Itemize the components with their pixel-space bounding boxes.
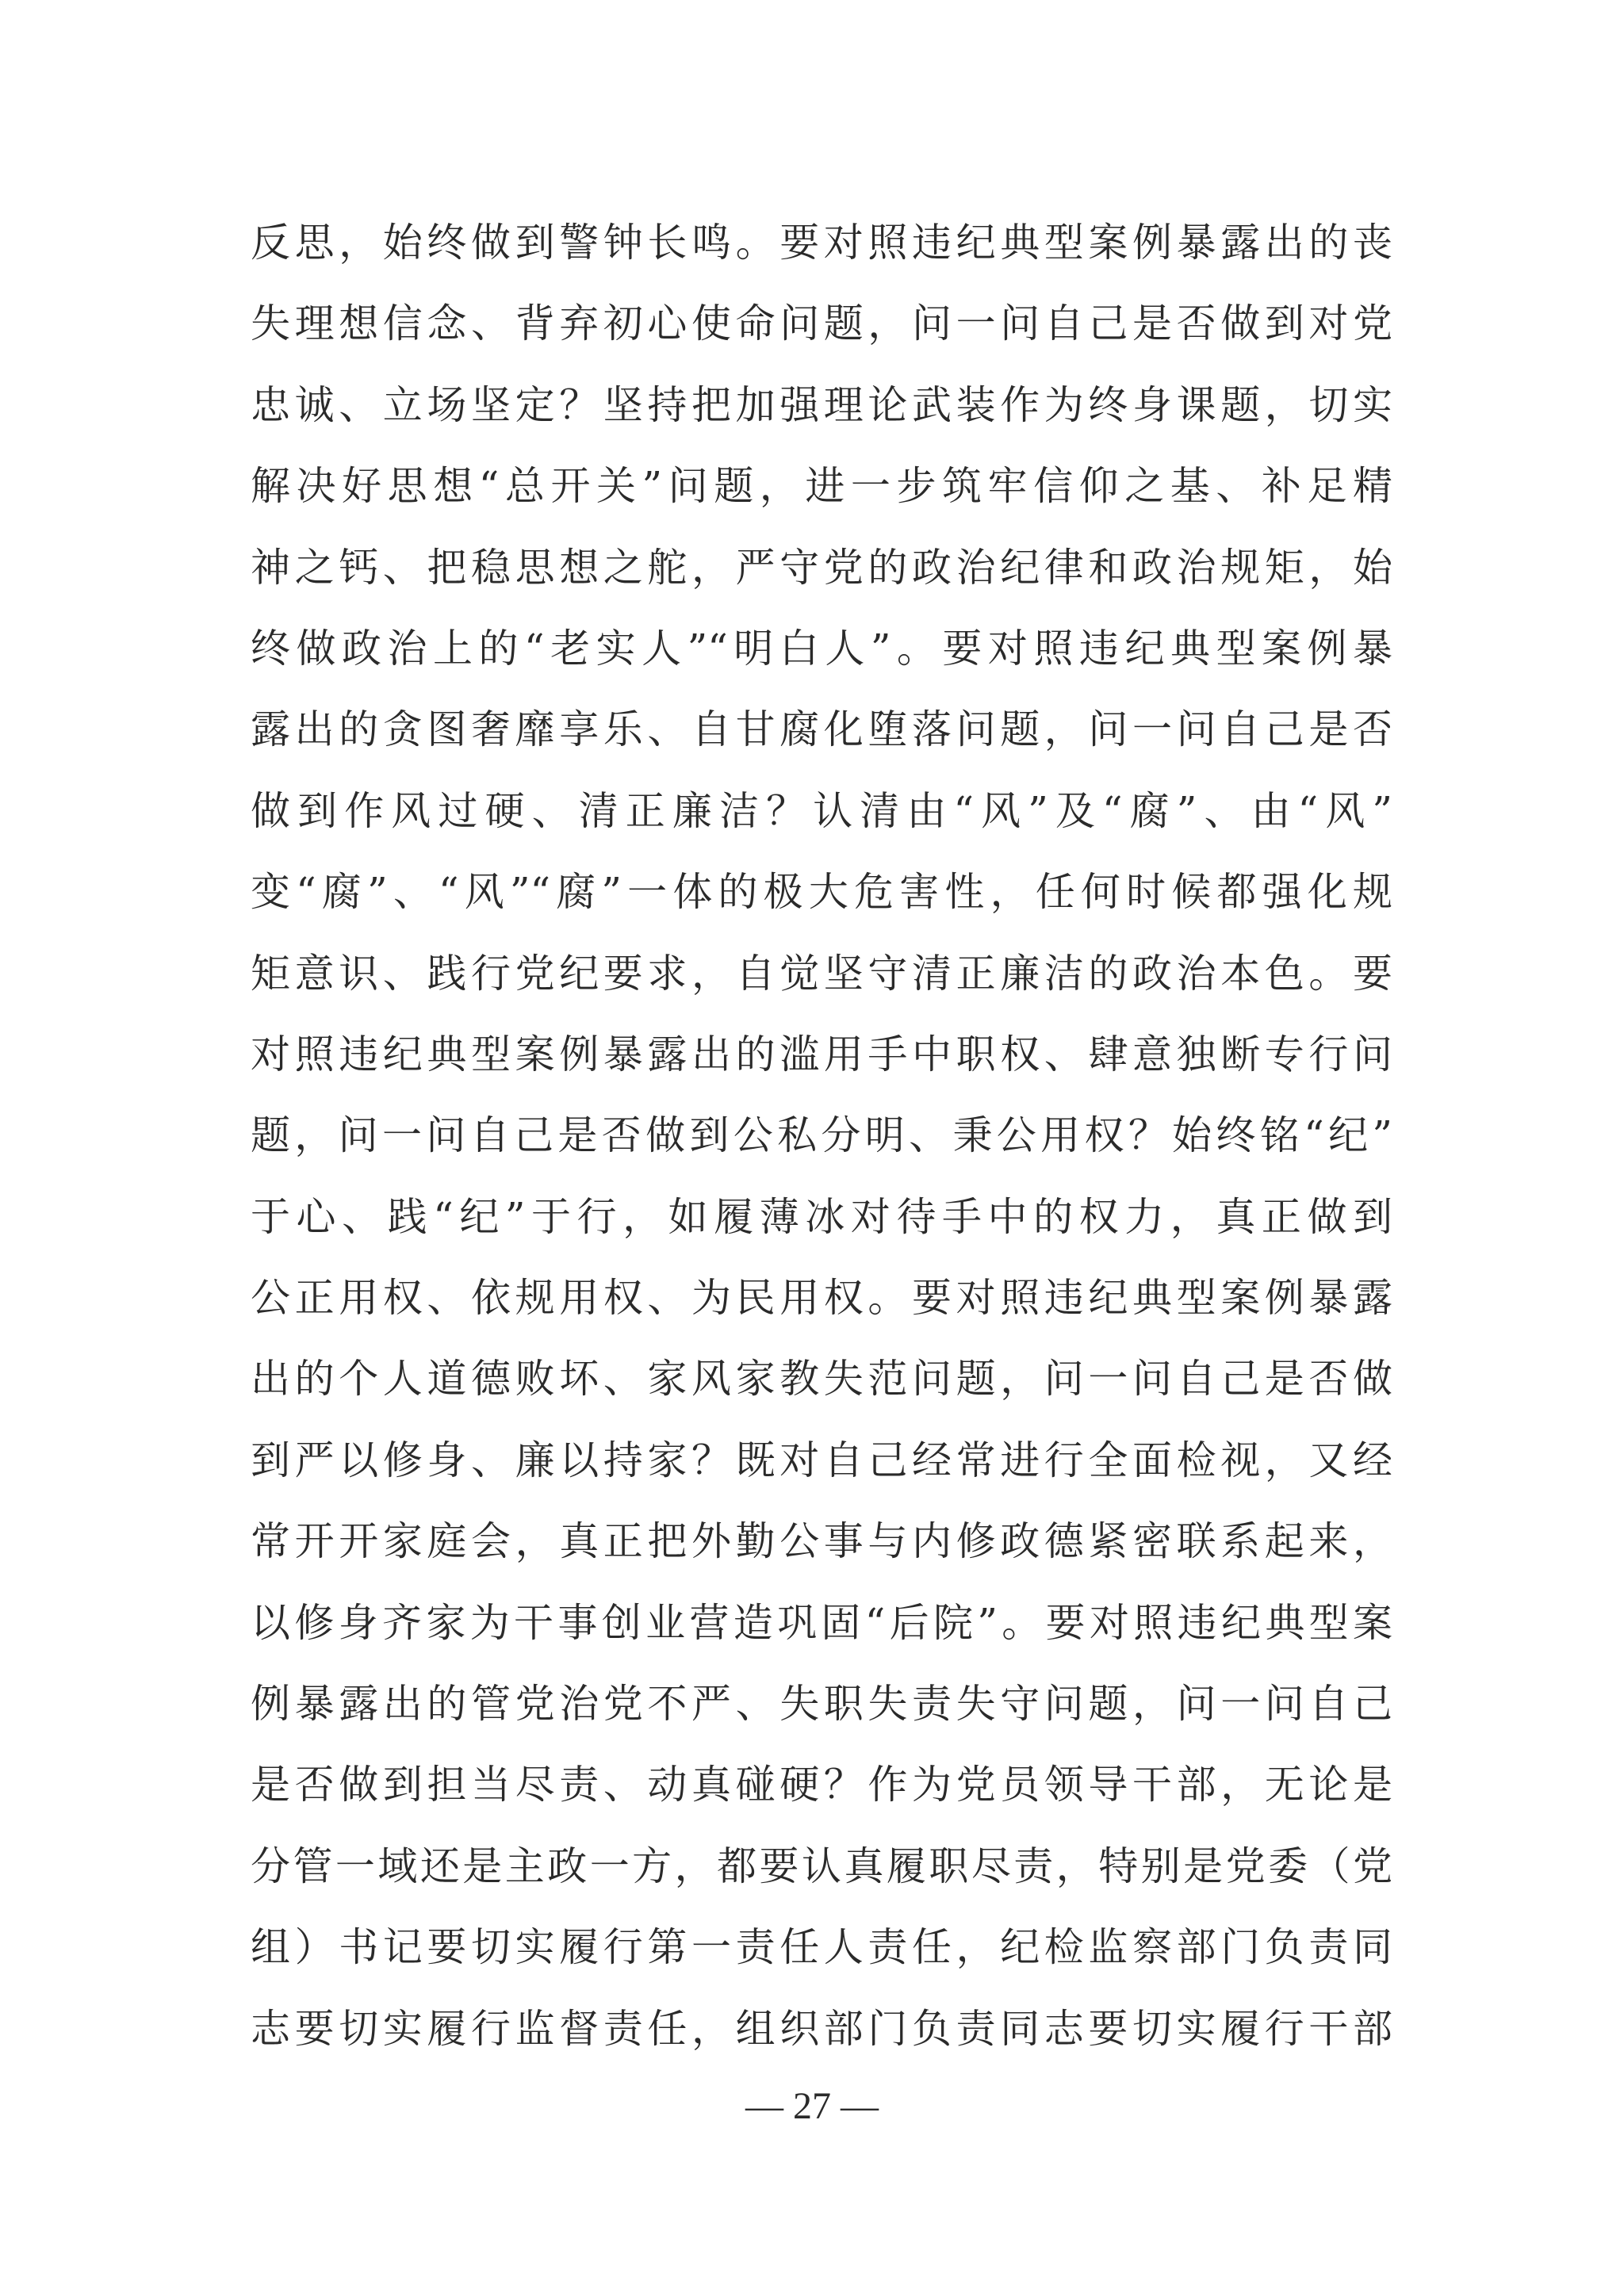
text-line-2: 失理想信念、背弃初心使命问题，问一问自己是否做到对党 bbox=[251, 300, 1392, 347]
text-line-4: 解决好思想“总开关”问题，进一步筑牢信仰之基、补足精 bbox=[251, 463, 1392, 510]
text-line-5: 神之钙、把稳思想之舵，严守党的政治纪律和政治规矩，始 bbox=[251, 544, 1392, 591]
text-line-8: 做到作风过硬、清正廉洁？认清由“风”及“腐”、由“风” bbox=[251, 787, 1392, 834]
text-line-1: 反思，始终做到警钟长鸣。要对照违纪典型案例暴露出的丧 bbox=[251, 220, 1392, 266]
text-line-9: 变“腐”、“风”“腐”一体的极大危害性，任何时候都强化规 bbox=[251, 869, 1392, 916]
text-line-3: 忠诚、立场坚定？坚持把加强理论武装作为终身课题，切实 bbox=[251, 381, 1392, 428]
text-line-20: 是否做到担当尽责、动真碰硬？作为党员领导干部，无论是 bbox=[251, 1762, 1392, 1808]
text-line-14: 公正用权、依规用权、为民用权。要对照违纪典型案例暴露 bbox=[251, 1275, 1392, 1322]
text-line-22: 组）书记要切实履行第一责任人责任，纪检监察部门负责同 bbox=[251, 1924, 1392, 1971]
text-line-16: 到严以修身、廉以持家？既对自己经常进行全面检视，又经 bbox=[251, 1437, 1392, 1483]
text-line-17: 常开开家庭会，真正把外勤公事与内修政德紧密联系起来， bbox=[251, 1518, 1392, 1565]
text-line-7: 露出的贪图奢靡享乐、自甘腐化堕落问题，问一问自己是否 bbox=[251, 706, 1392, 753]
page-number: — 27 — bbox=[745, 2085, 879, 2127]
text-line-15: 出的个人道德败坏、家风家教失范问题，问一问自己是否做 bbox=[251, 1356, 1392, 1402]
body-text bbox=[251, 202, 1392, 2069]
text-line-23: 志要切实履行监督责任，组织部门负责同志要切实履行干部 bbox=[251, 2005, 1392, 2052]
text-line-6: 终做政治上的“老实人”“明白人”。要对照违纪典型案例暴 bbox=[251, 625, 1392, 672]
text-line-18: 以修身齐家为干事创业营造巩固“后院”。要对照违纪典型案 bbox=[251, 1599, 1392, 1646]
text-line-10: 矩意识、践行党纪要求，自觉坚守清正廉洁的政治本色。要 bbox=[251, 950, 1392, 997]
text-line-13: 于心、践“纪”于行，如履薄冰对待手中的权力，真正做到 bbox=[251, 1193, 1392, 1240]
text-line-21: 分管一域还是主政一方，都要认真履职尽责，特别是党委（党 bbox=[251, 1843, 1392, 1889]
text-line-12: 题，问一问自己是否做到公私分明、秉公用权？始终铭“纪” bbox=[251, 1112, 1392, 1159]
text-line-19: 例暴露出的管党治党不严、失职失责失守问题，问一问自己 bbox=[251, 1681, 1392, 1728]
text-line-11: 对照违纪典型案例暴露出的滥用手中职权、肆意独断专行问 bbox=[251, 1031, 1392, 1077]
